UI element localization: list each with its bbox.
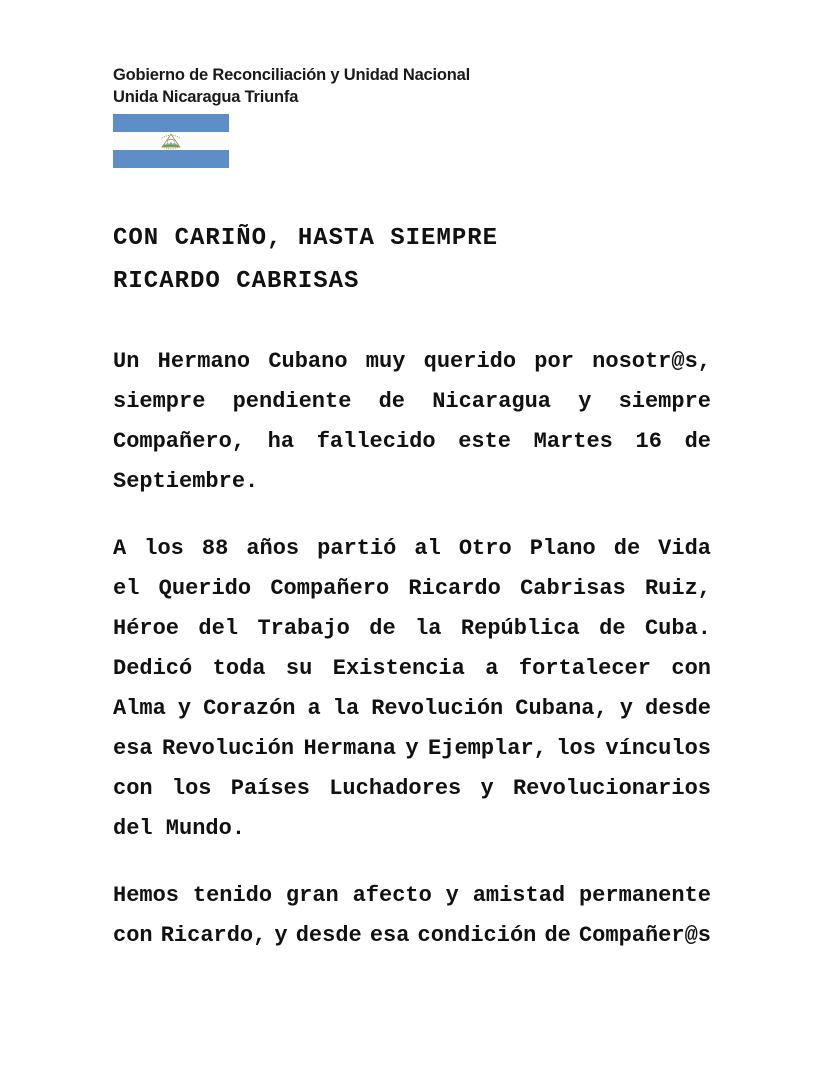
text-line: esa Revolución Hermana y Ejemplar, los vínculos: [113, 736, 711, 761]
document-body: [113, 342, 711, 983]
title-line-2: RICARDO CABRISAS: [113, 268, 360, 295]
paragraph-1: [113, 342, 711, 502]
flag-stripe-top: [113, 114, 229, 132]
text-line: Compañero, ha fallecido este Martes 16 de: [113, 429, 711, 454]
text-line: A los 88 años partió al Otro Plano de Vida: [113, 536, 711, 561]
title-line-1: CON CARIÑO, HASTA SIEMPRE: [113, 225, 499, 252]
text-line: el Querido Compañero Ricardo Cabrisas Ruiz,: [113, 576, 711, 601]
text-line: del Mundo.: [113, 816, 246, 841]
paragraph-3: [113, 876, 711, 956]
text-line: Septiembre.: [113, 469, 259, 494]
letterhead-line-2: Unida Nicaragua Triunfa: [113, 88, 299, 106]
text-line: Héroe del Trabajo de la República de Cuba.: [113, 616, 711, 641]
text-line: con los Países Luchadores y Revolucionarios: [113, 776, 711, 801]
flag-stripe-bottom: [113, 150, 229, 168]
nicaragua-flag: [113, 114, 229, 168]
document-title: [113, 217, 498, 303]
text-line: Hemos tenido gran afecto y amistad permanente: [113, 883, 711, 908]
text-line: con Ricardo, y desde esa condición de Compañer@s: [113, 923, 711, 948]
text-line: siempre pendiente de Nicaragua y siempre: [113, 389, 711, 414]
paragraph-2: [113, 529, 711, 849]
text-line: Alma y Corazón a la Revolución Cubana, y desde: [113, 696, 711, 721]
text-line: Dedicó toda su Existencia a fortalecer con: [113, 656, 711, 681]
letterhead-line-1: Gobierno de Reconciliación y Unidad Nacional: [113, 66, 471, 84]
government-letterhead: [113, 64, 470, 108]
text-line: Un Hermano Cubano muy querido por nosotr@s,: [113, 349, 711, 374]
nicaragua-coat-of-arms-icon: [157, 131, 185, 151]
